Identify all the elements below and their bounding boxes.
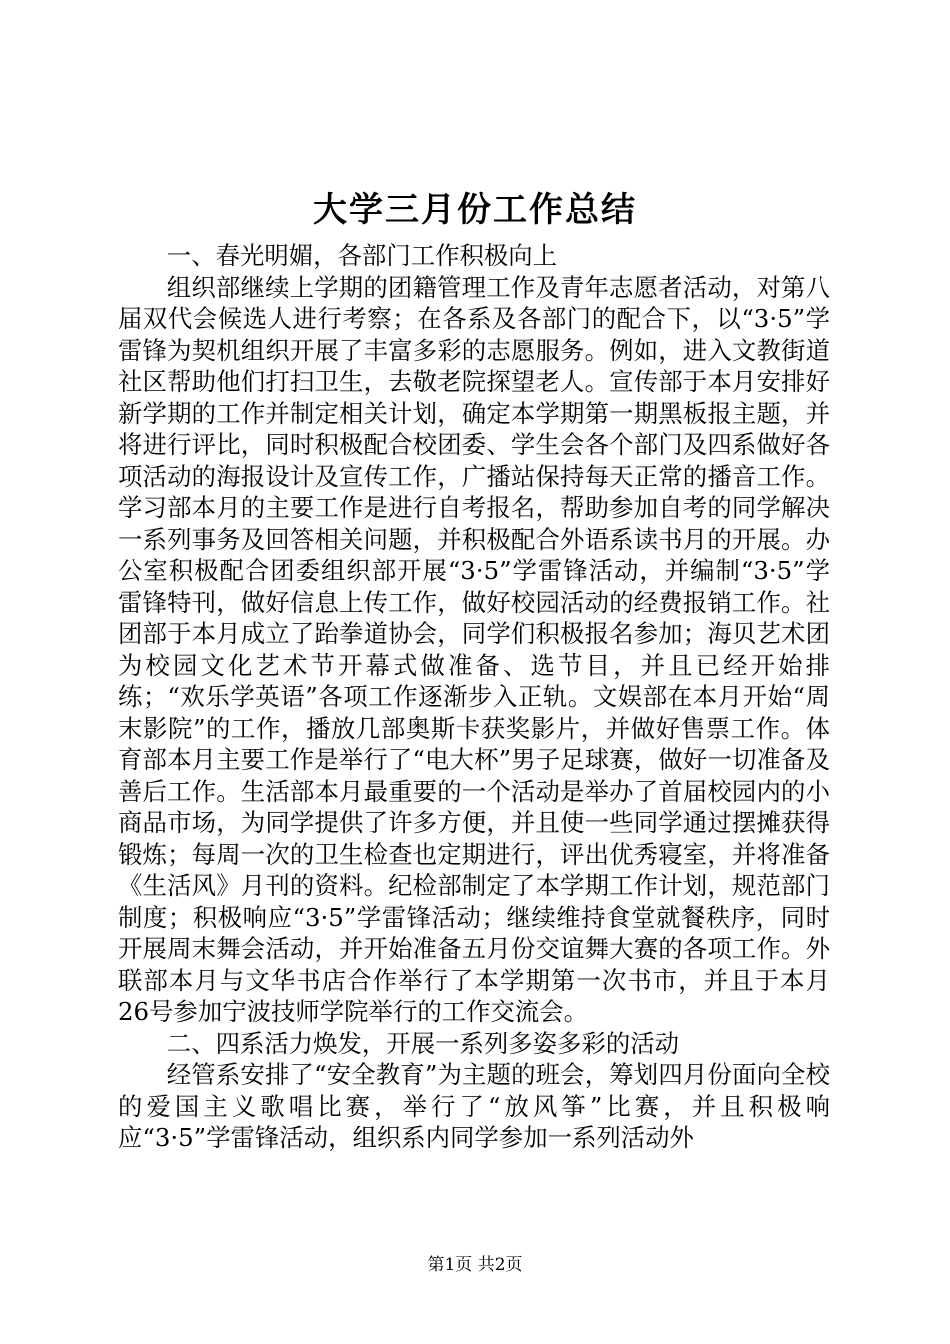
section-2-heading: 二、四系活力焕发，开展一系列多姿多彩的活动 xyxy=(166,1028,680,1058)
document-body xyxy=(118,240,830,1154)
document-title: 大学三月份工作总结 xyxy=(313,190,637,230)
section-1-paragraph: 组织部继续上学期的团籍管理工作及青年志愿者活动，对第八届双代会候选人进行考察；在各系及各部门的配合下，以“3·5”学雷锋为契机组织开展了丰富多彩的志愿服务。例如，进入文教街道社区帮助他们打扫卫生，去敬老院探望老人。宣传部于本月安排好新学期的工作并制定相关计划，确定本学期第一期黑板报主题，并将进行评比，同时积极配合校团委、学生会各个部门及四系做好各项活动的海报设计及宣传工作，广播站保持每天正常的播音工作。学习部本月的主要工作是进行自考报名，帮助参加自考的同学解决一系列事务及回答相关问题，并积极配合外语系读书月的开展。办公室积极配合团委组织部开展“3·5”学雷锋活动，并编制“3·5”学雷锋特刊，做好信息上传工作，做好校园活动的经费报销工作。社团部于本月成立了跆拳道协会，同学们积极报名参加；海贝艺术团为校园文化艺术节开幕式做准备、选节目，并且已经开始排练；“欢乐学英语”各项工作逐渐步入正轨。文娱部在本月开始“周末影院”的工作，播放几部奥斯卡获奖影片，并做好售票工作。体育部本月主要工作是举行了“电大杯”男子足球赛，做好一切准备及善后工作。生活部本月最重要的一个活动是举办了首届校园内的小商品市场，为同学提供了许多方便，并且使一些同学通过摆摊获得锻炼；每周一次的卫生检查也定期进行，评出优秀寝室，并将准备《生活风》月刊的资料。纪检部制定了本学期工作计划，规范部门制度；积极响应“3·5”学雷锋活动；继续维持食堂就餐秩序，同时开展周末舞会活动，并开始准备五月份交谊舞大赛的各项工作。外联部本月与文华书店合作举行了本学期第一次书市，并且于本月26号参加宁波技师学院举行的工作交流会。 xyxy=(118,272,830,1026)
page-number-footer: 第1页 共2页 xyxy=(427,1255,523,1275)
section-1-heading: 一、春光明媚，各部门工作积极向上 xyxy=(166,241,558,270)
section-2-paragraph: 经管系安排了“安全教育”为主题的班会，筹划四月份面向全校的爱国主义歌唱比赛，举行了“放风筝”比赛，并且积极响应“3·5”学雷锋活动，组织系内同学参加一系列活动外 xyxy=(118,1060,830,1152)
